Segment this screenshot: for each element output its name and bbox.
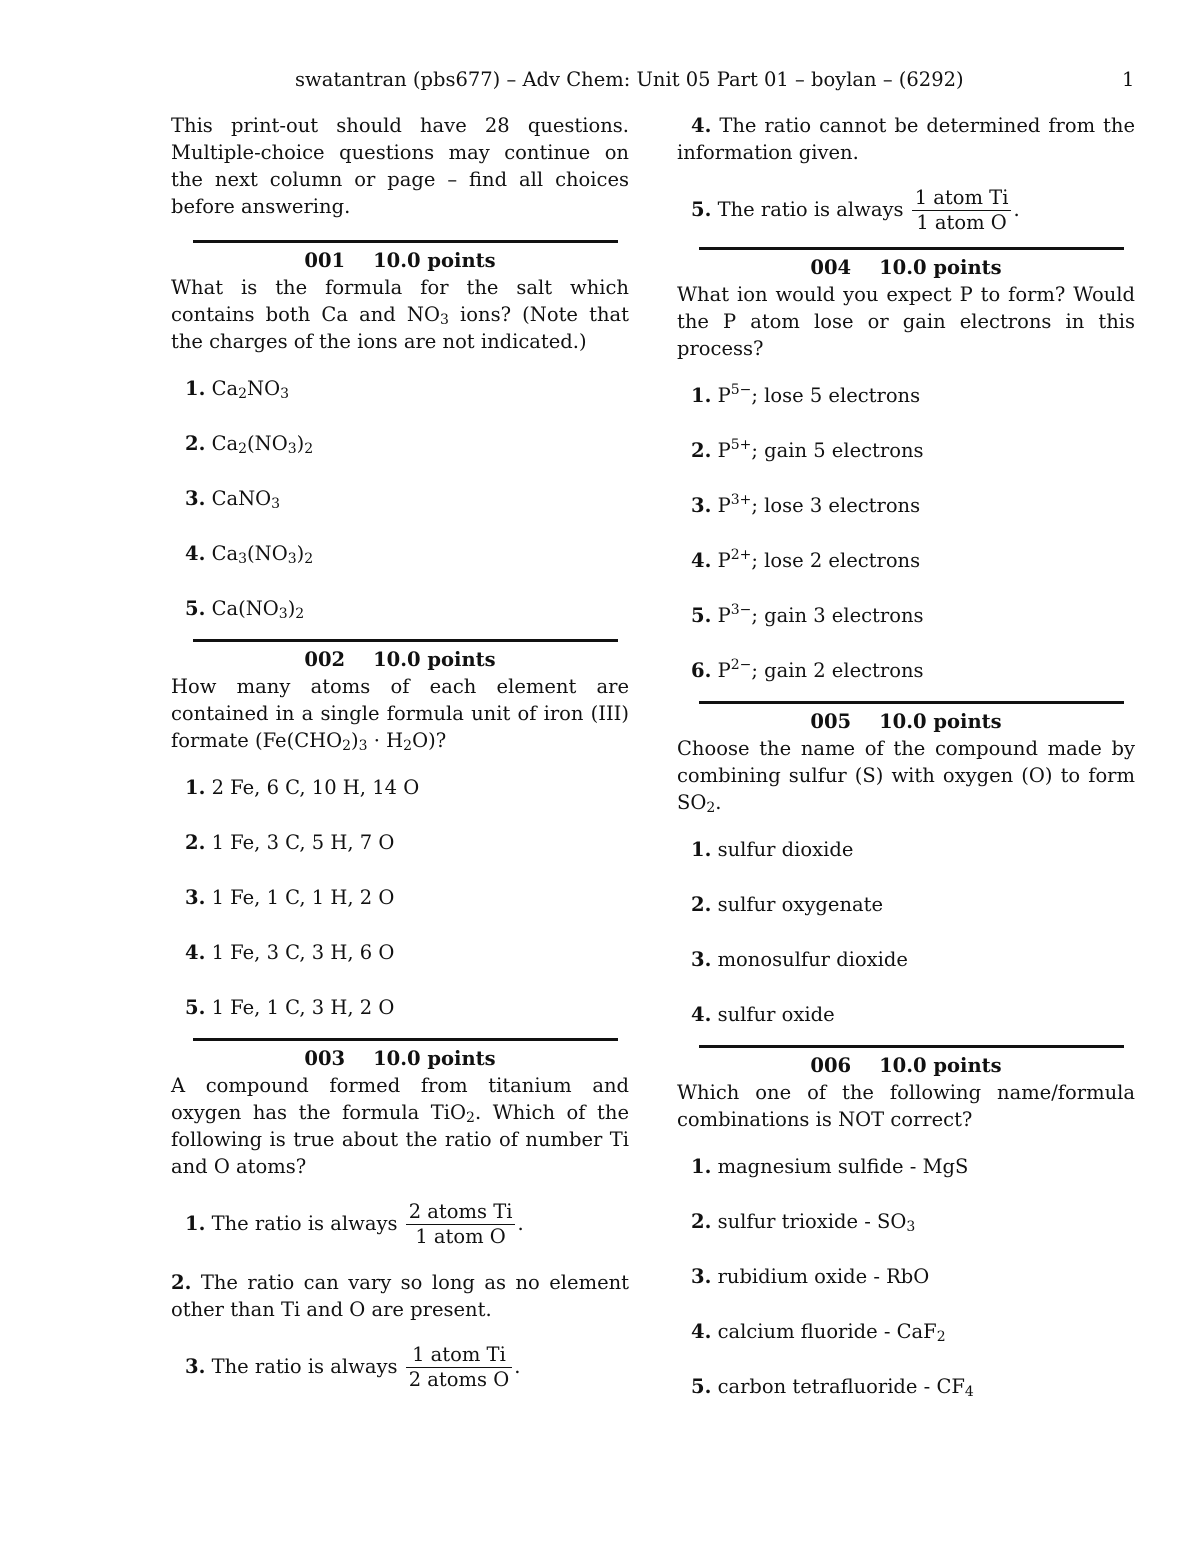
right-column (677, 112, 1135, 1417)
question-divider (699, 1045, 1124, 1048)
question-number: 005 (810, 710, 852, 733)
question-points: 10.0 points (879, 1054, 1002, 1077)
question-number: 006 (810, 1054, 852, 1077)
question-header (677, 1052, 1135, 1079)
header-title: swatantran (pbs677) – Adv Chem: Unit 05 Part 01 – boylan – (6292) (295, 68, 964, 91)
answer-choice[interactable]: 1. 2 Fe, 6 C, 10 H, 14 O (185, 776, 420, 799)
intro-text: This print-out should have 28 questions. Multiple-choice questions may continue on the next column or page – find all choices before answering. (171, 114, 629, 218)
fraction: $\frac{\text{2 atoms Ti}}{\text{1 atom O}}$ (406, 1200, 516, 1249)
answer-choice[interactable]: 4. $P^{2+}$; lose 2 electrons (691, 547, 921, 572)
page-header (0, 66, 1200, 94)
question-points: 10.0 points (879, 710, 1002, 733)
answer-choice[interactable]: 2. 1 Fe, 3 C, 5 H, 7 O (185, 831, 395, 854)
question-text: How many atoms of each element are contained in a single formula unit of iron (III) formate $(Fe(CHO_2)_3 \cdot H_2O)$? (171, 675, 629, 754)
question-text: What ion would you expect P to form? Would the P atom lose or gain electrons in this process? (677, 283, 1135, 360)
question-points: 10.0 points (879, 256, 1002, 279)
question-004 (677, 247, 1135, 685)
fraction: $\frac{\text{1 atom Ti}}{\text{2 atoms O}}$ (406, 1343, 513, 1392)
answer-choice[interactable]: 2. $P^{5+}$; gain 5 electrons (691, 437, 924, 462)
left-column (171, 112, 629, 1412)
answer-choice[interactable]: 3. $P^{3+}$; lose 3 electrons (691, 492, 921, 517)
answer-choices (171, 375, 629, 623)
answer-choice[interactable]: 6. $P^{2-}$; gain 2 electrons (691, 657, 924, 682)
answer-choice[interactable]: 1. $Ca_2NO_3$ (185, 377, 290, 402)
question-points: 10.0 points (373, 1047, 496, 1070)
question-divider (699, 247, 1124, 250)
question-header (171, 1045, 629, 1072)
question-header (171, 646, 629, 673)
page-number: 1 (1122, 68, 1135, 91)
answer-choice[interactable]: 2. The ratio can vary so long as no element other than Ti and O are present. (171, 1271, 630, 1321)
question-header (677, 254, 1135, 281)
answer-choice[interactable]: 1. $P^{5-}$; lose 5 electrons (691, 382, 921, 407)
question-header (677, 708, 1135, 735)
question-divider (193, 240, 618, 243)
question-002 (171, 639, 629, 1022)
answer-choice[interactable]: 3. monosulfur dioxide (691, 948, 908, 971)
question-number: 002 (304, 648, 346, 671)
answer-choice[interactable]: 2. sulfur oxygenate (691, 893, 883, 916)
answer-choices (171, 774, 629, 1022)
answer-choice[interactable]: 4. 1 Fe, 3 C, 3 H, 6 O (185, 941, 395, 964)
answer-choice[interactable]: 1. The ratio is always $\frac{\text{2 atoms Ti}}{\text{1 atom O}}$ . (185, 1200, 524, 1248)
answer-choice[interactable]: 5. $Ca(NO_3)_2$ (185, 597, 305, 622)
question-001 (171, 240, 629, 623)
question-header (171, 247, 629, 274)
question-003-continued (677, 112, 1135, 235)
answer-choice[interactable]: 5. $P^{3-}$; gain 3 electrons (691, 602, 924, 627)
question-text: Which one of the following name/formula combinations is NOT correct? (677, 1081, 1135, 1131)
question-text: What is the formula for the salt which contains both Ca and $NO_3$ ions? (Note that the charges of the ions are not indicated.) (171, 276, 629, 353)
question-divider (699, 701, 1124, 704)
question-006 (677, 1045, 1135, 1401)
question-003 (171, 1038, 629, 1392)
answer-choice[interactable]: 3. CaNO$_3$ (185, 487, 281, 512)
answer-choices (677, 1153, 1135, 1401)
fraction: $\frac{\text{1 atom Ti}}{\text{1 atom O}}$ (912, 186, 1012, 235)
answer-choice[interactable]: 2. sulfur trioxide - $SO_3$ (691, 1210, 916, 1235)
answer-choice[interactable]: 5. carbon tetrafluoride - $CF_4$ (691, 1375, 974, 1400)
answer-choice[interactable]: 4. $Ca_3(NO_3)_2$ (185, 542, 314, 567)
question-005 (677, 701, 1135, 1029)
question-points: 10.0 points (373, 648, 496, 671)
answer-choice[interactable]: 3. The ratio is always $\frac{\text{1 atom Ti}}{\text{2 atoms O}}$ . (185, 1343, 521, 1391)
answer-choice[interactable]: 2. $Ca_2(NO_3)_2$ (185, 432, 314, 457)
question-number: 004 (810, 256, 852, 279)
answer-choices (171, 1200, 629, 1392)
answer-choice[interactable]: 3. rubidium oxide - RbO (691, 1265, 930, 1288)
answer-choice[interactable]: 4. The ratio cannot be determined from the information given. (677, 114, 1135, 164)
answer-choices (677, 382, 1135, 685)
question-text: Choose the name of the compound made by combining sulfur (S) with oxygen (O) to form $SO_2$. (677, 737, 1135, 816)
question-text: A compound formed from titanium and oxygen has the formula TiO$_2$. Which of the following is true about the ratio of number Ti and O atoms? (171, 1074, 629, 1178)
answer-choice[interactable]: 1. sulfur dioxide (691, 838, 854, 861)
answer-choices (677, 836, 1135, 1029)
question-points: 10.0 points (373, 249, 496, 272)
answer-choice[interactable]: 1. magnesium sulfide - MgS (691, 1155, 969, 1178)
answer-choice[interactable]: 4. sulfur oxide (691, 1003, 835, 1026)
answer-choice[interactable]: 3. 1 Fe, 1 C, 1 H, 2 O (185, 886, 395, 909)
question-number: 003 (304, 1047, 346, 1070)
answer-choice[interactable]: 5. The ratio is always $\frac{\text{1 atom Ti}}{\text{1 atom O}}$ . (691, 186, 1020, 234)
question-divider (193, 1038, 618, 1041)
question-divider (193, 639, 618, 642)
answer-choice[interactable]: 4. calcium fluoride - CaF$_2$ (691, 1320, 946, 1345)
question-number: 001 (304, 249, 346, 272)
answer-choice[interactable]: 5. 1 Fe, 1 C, 3 H, 2 O (185, 996, 395, 1019)
